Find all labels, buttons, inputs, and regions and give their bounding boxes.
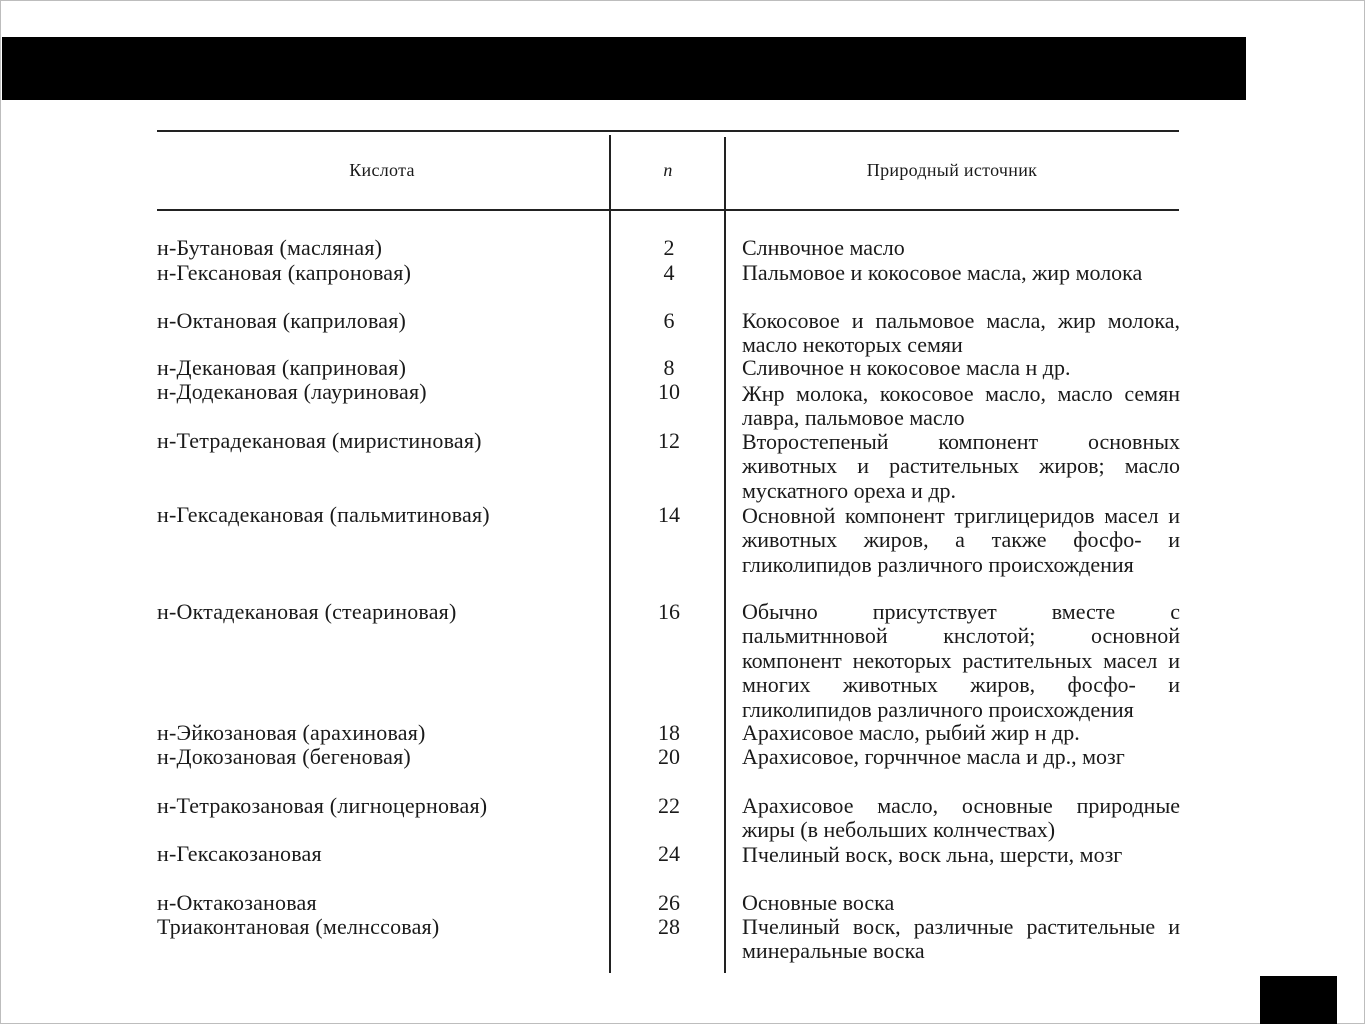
column-divider-1 (609, 135, 611, 973)
table-row-source: Пальмовое и кокосовое масла, жир молока (742, 260, 1143, 285)
table-row-n: 4 (663, 260, 675, 285)
table-row-acid: н-Докозановая (бегеновая) (157, 744, 411, 769)
table-row-n: 26 (658, 890, 680, 915)
table-row-source: Второстепеный компонент основных животных и растительных жиров; масло мускатного ореха и др. (742, 429, 1180, 503)
table-row-acid: н-Декановая (каприновая) (157, 355, 407, 380)
table-row-n: 28 (658, 914, 680, 939)
table-row-acid: н-Эйкозановая (арахиновая) (157, 720, 426, 745)
table-row-source: Пчелиный воск, воск льна, шерсти, мозг (742, 842, 1123, 867)
header-source: Природный источник (866, 160, 1038, 180)
table-row-source: Основной компонент триглицеридов масел и животных жиров, а также фосфо- и гликолипидов различного происхождения (742, 503, 1180, 577)
table-row-source: Основные воска (742, 890, 895, 915)
table-row-acid: н-Бутановая (масляная) (157, 235, 383, 260)
table-top-rule (157, 130, 1179, 132)
title-bar (2, 37, 1246, 100)
table-row-n: 22 (658, 793, 680, 818)
table-row-acid: н-Гексановая (капроновая) (157, 260, 412, 285)
table-row-acid: н-Октадекановая (стеариновая) (157, 599, 457, 624)
corner-marker (1260, 976, 1337, 1024)
table-row-n: 10 (658, 379, 680, 404)
table-row-acid: н-Тетракозановая (лигноцерновая) (157, 793, 488, 818)
table-row-source: Обычно присутствует вместе с пальмитнновой кнслотой; основной компонент некоторых растительных масел и многих животных жиров, фосфо- и гликолипидов различного происхождения (742, 599, 1180, 722)
table-row-acid: н-Додекановая (лауриновая) (157, 379, 427, 404)
table-row-acid: Триаконтановая (мелнссовая) (157, 914, 440, 939)
table-row-source: Арахисовое масло, основные природные жиры (в небольших колнчествах) (742, 793, 1180, 843)
table-row-n: 24 (658, 841, 680, 866)
table-row-n: 12 (658, 428, 680, 453)
table-row-source: Сливочное н кокосовое масла н др. (742, 355, 1071, 380)
table-row-n: 18 (658, 720, 680, 745)
table-row-source: Пчелиный воск, различные растительные и минеральные воска (742, 914, 1180, 964)
header-acid: Кислота (349, 160, 415, 180)
table-row-source: Кокосовое и пальмовое масла, жир молока, масло некоторых семяи (742, 308, 1180, 358)
header-n: n (663, 160, 673, 180)
table-row-n: 6 (663, 308, 675, 333)
table-row-acid: н-Октановая (каприловая) (157, 308, 407, 333)
table-row-source: Арахисовое масло, рыбий жир н др. (742, 720, 1080, 745)
table-row-n: 2 (663, 235, 675, 260)
table-row-acid: н-Гексакозановая (157, 841, 322, 866)
table-row-acid: н-Тетрадекановая (миристиновая) (157, 428, 482, 453)
header-bottom-rule (157, 209, 1179, 211)
table-row-source: Слнвочное масло (742, 235, 905, 260)
table-row-n: 16 (658, 599, 680, 624)
table-row-n: 8 (663, 355, 675, 380)
table-row-source: Жнр молока, кокосовое масло, масло семян лавра, пальмовое масло (742, 381, 1180, 431)
table-row-n: 14 (658, 502, 680, 527)
table-row-acid: н-Гексадекановая (пальмитиновая) (157, 502, 490, 527)
table-row-acid: н-Октакозановая (157, 890, 317, 915)
table-row-n: 20 (658, 744, 680, 769)
table-row-source: Арахисовое, горчнчное масла и др., мозг (742, 744, 1125, 769)
